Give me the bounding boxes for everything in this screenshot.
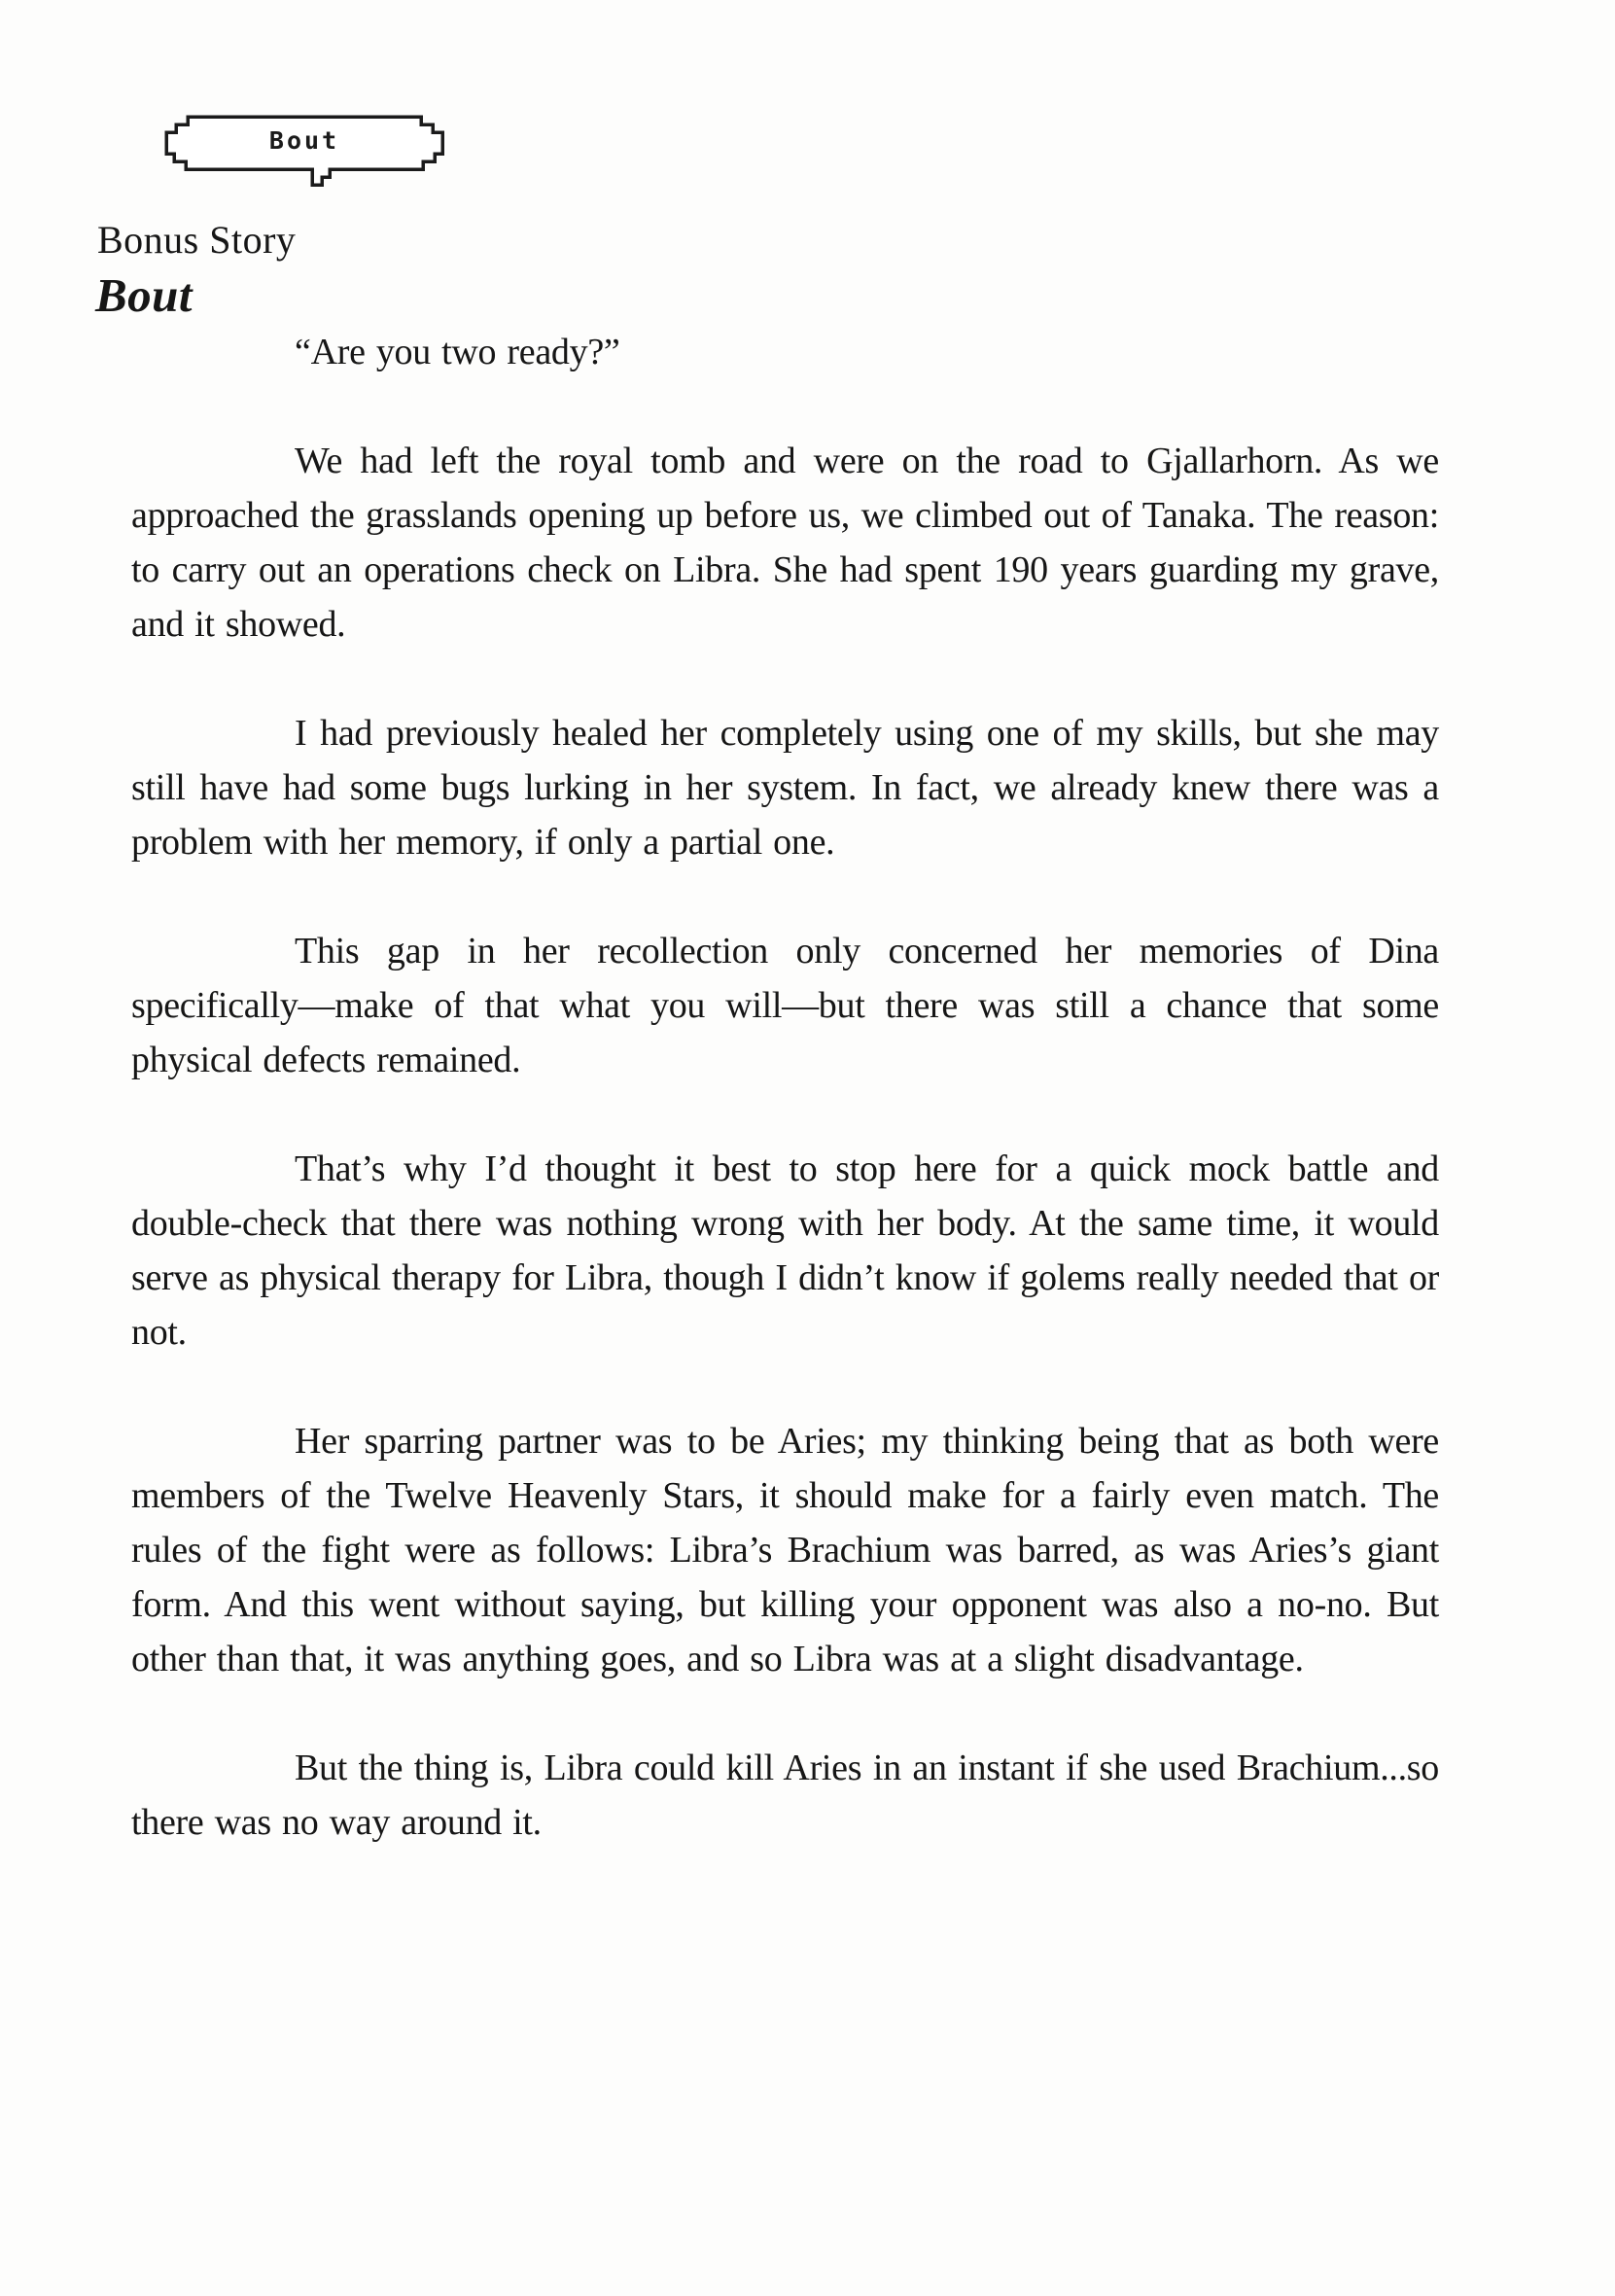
paragraph: Her sparring partner was to be Aries; my thinking being that as both were members of the Twelve Heavenly Stars, it should make for a fairly even match. The rules of the fight were as follows: Libra’s Brachium was barred, as was Aries’s giant form. And this went without saying, but killing your opponent was also a no-no. But other than that, it was anything goes, and so Libra was at a slight disadvantage. (131, 1421, 1439, 1679)
paragraph: That’s why I’d thought it best to stop here for a quick mock battle and double-check that there was nothing wrong with her body. At the same time, it would serve as physical therapy for Libra, though I didn’t know if golems really needed that or not. (131, 1148, 1439, 1353)
text-column (95, 0, 1439, 1850)
chapter-title: Bout (95, 268, 193, 322)
bonus-story-kicker: Bonus Story (97, 218, 297, 262)
speech-bubble-label: Bout (268, 125, 340, 155)
paragraph: This gap in her recollection only concerned her memories of Dina specifically—make of that what you will—but there was still a chance that some physical defects remained. (131, 931, 1439, 1080)
paragraph: “Are you two ready?” (295, 332, 620, 372)
paragraph: I had previously healed her completely using one of my skills, but she may still have had some bugs lurking in her system. In fact, we already knew there was a problem with her memory, if only a partial one. (131, 713, 1439, 863)
story-text (131, 325, 1439, 1850)
paragraph: We had left the royal tomb and were on the road to Gjallarhorn. As we approached the grasslands opening up before us, we climbed out of Tanaka. The reason: to carry out an operations check on Libra. She had spent 190 years guarding my grave, and it showed. (131, 441, 1439, 645)
paragraph: But the thing is, Libra could kill Aries in an instant if she used Brachium...so there was no way around it. (131, 1748, 1439, 1843)
